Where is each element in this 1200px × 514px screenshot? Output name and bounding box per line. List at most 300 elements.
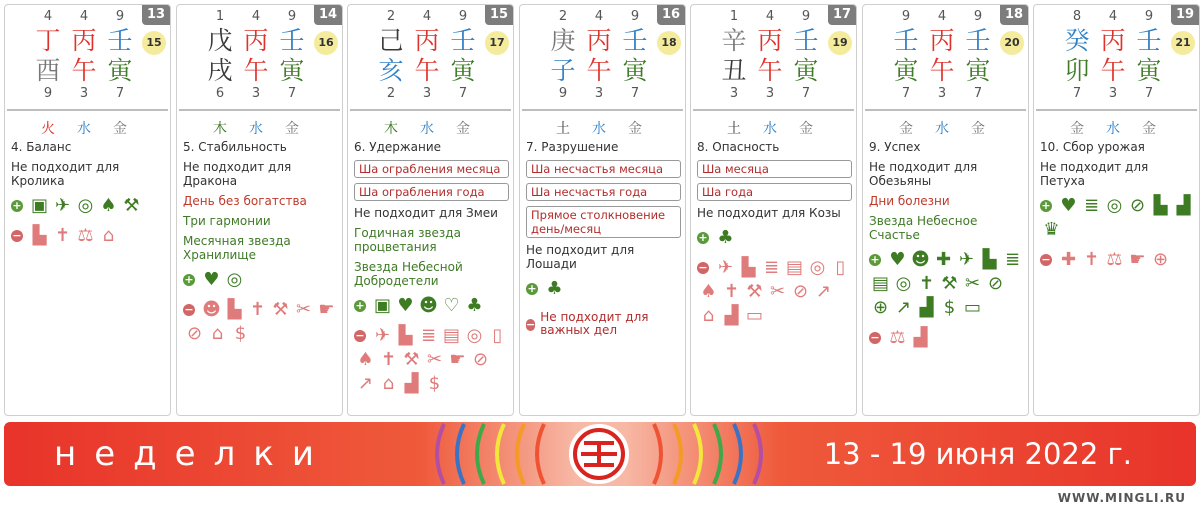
bad-star: Дни болезни	[869, 194, 950, 208]
divider	[522, 109, 683, 111]
element: 水	[935, 121, 949, 137]
top-number: 1	[729, 9, 739, 24]
banner-title: неделки	[54, 434, 332, 474]
sha-warning: Ша ограбления месяца	[354, 160, 509, 178]
heart-icon[interactable]: ♥	[1060, 195, 1077, 216]
site-url[interactable]: WWW.MINGLI.RU	[1057, 491, 1186, 505]
elements	[1064, 118, 1164, 136]
element: 水	[1106, 121, 1120, 137]
cross-icon[interactable]: ✚	[935, 249, 952, 270]
cross-icon[interactable]: ✚	[1060, 249, 1077, 270]
scissors-icon[interactable]: ✂	[769, 281, 786, 302]
earthly-branch: 寅	[107, 56, 133, 85]
unfavorable-activities	[183, 298, 338, 346]
scissors-icon[interactable]: ✂	[426, 349, 443, 370]
sha-warning: Ша месяца	[697, 160, 852, 178]
elements	[550, 118, 650, 136]
earthly-branch: 寅	[965, 56, 991, 85]
earthly-branch: 子	[550, 56, 576, 85]
day-details	[526, 140, 681, 337]
lunar-day-badge: 21	[1171, 31, 1195, 55]
bottom-number: 3	[1108, 86, 1118, 101]
favorable-activities	[11, 194, 166, 218]
top-number: 4	[594, 9, 604, 24]
good-star: Звезда Небесной Добродетели	[354, 260, 463, 288]
element: 金	[971, 121, 985, 137]
day-number: 18	[1000, 5, 1028, 25]
top-number: 4	[79, 9, 89, 24]
favorable-activities	[183, 268, 338, 292]
heavenly-stem: 丙	[757, 26, 783, 55]
door-icon[interactable]: ▯	[492, 325, 503, 346]
grave-icon[interactable]: ✝	[1083, 249, 1100, 270]
car-icon[interactable]: ▙	[398, 325, 413, 346]
top-number: 2	[558, 9, 568, 24]
plus-icon: +	[870, 253, 880, 266]
grave-icon[interactable]: ✝	[249, 299, 266, 320]
no-sign-icon[interactable]: ⊘	[792, 281, 809, 302]
rings-icon[interactable]: ◎	[809, 257, 826, 278]
house-icon[interactable]: ⌂	[102, 225, 115, 246]
heavenly-stem: 丁	[35, 26, 61, 55]
grave-icon[interactable]: ✝	[723, 281, 740, 302]
no-sign-icon[interactable]: ⊘	[987, 273, 1004, 294]
search-icon[interactable]: ⊕	[872, 297, 889, 318]
heavenly-stem: 壬	[1136, 26, 1162, 55]
earthly-branch: 午	[243, 56, 269, 85]
earthly-branch: 寅	[279, 56, 305, 85]
money-bag-icon[interactable]: $	[943, 297, 956, 318]
good-star: Звезда Небесное Счастье	[869, 214, 978, 242]
earthly-branch: 丑	[721, 56, 747, 85]
earthly-branch: 午	[414, 56, 440, 85]
plane-icon[interactable]: ✈	[717, 257, 734, 278]
day-officer-title: 7. Разрушение	[526, 140, 619, 154]
day-number: 17	[828, 5, 856, 25]
house-icon[interactable]: ⌂	[702, 305, 715, 326]
top-number: 1	[215, 9, 225, 24]
day-cards	[4, 4, 1196, 416]
plus-icon: +	[12, 199, 22, 212]
banner	[4, 422, 1196, 486]
plus-icon: +	[184, 273, 194, 286]
grave-icon[interactable]: ✝	[54, 225, 71, 246]
day-card[interactable]	[1033, 4, 1200, 416]
earthly-branch: 戌	[207, 56, 233, 85]
bad-star: День без богатства	[183, 194, 307, 208]
earthly-branch: 卯	[1064, 56, 1090, 85]
bottom-numbers	[207, 86, 307, 102]
top-number: 9	[287, 9, 297, 24]
books-icon[interactable]: ≣	[1083, 195, 1100, 216]
hand-money-icon[interactable]: ☛	[449, 349, 466, 370]
top-number: 4	[422, 9, 432, 24]
car-icon[interactable]: ▙	[227, 299, 242, 320]
element: 土	[727, 121, 741, 137]
top-number: 4	[1108, 9, 1118, 24]
earthly-branchs	[35, 56, 135, 86]
tools-icon[interactable]: ⚒	[746, 281, 763, 302]
bottom-number: 7	[973, 86, 983, 101]
earthly-branch: 酉	[35, 56, 61, 85]
day-card[interactable]	[347, 4, 514, 416]
arrow-up-icon[interactable]: ↗	[357, 373, 374, 394]
unfavorable-activities	[354, 324, 509, 396]
top-number: 9	[801, 9, 811, 24]
scales-icon[interactable]: ⚖	[1106, 249, 1123, 270]
car-icon[interactable]: ▙	[982, 249, 997, 270]
plus-icon: +	[1041, 199, 1051, 212]
divider	[865, 109, 1026, 111]
trophy-icon[interactable]: ♛	[1043, 219, 1060, 240]
top-numbers	[378, 9, 478, 25]
plus-icon: +	[355, 299, 365, 312]
bottom-number: 3	[422, 86, 432, 101]
elements	[35, 118, 135, 136]
unfavorable-activities	[1040, 248, 1195, 272]
stairs-icon[interactable]: ▟	[404, 373, 419, 394]
arrow-up-icon[interactable]: ↗	[895, 297, 912, 318]
element: 金	[899, 121, 913, 137]
shovel-icon[interactable]: ♠	[357, 349, 374, 370]
day-details	[869, 140, 1024, 356]
earthly-branch: 午	[929, 56, 955, 85]
element: 水	[77, 121, 91, 137]
earthly-branch: 寅	[1136, 56, 1162, 85]
rings-icon[interactable]: ◎	[226, 269, 243, 290]
top-numbers	[893, 9, 993, 25]
incompatible-sign: Не подходит для Петуха	[1040, 160, 1149, 188]
bottom-number: 9	[43, 86, 53, 101]
people-icon[interactable]: ☻	[419, 295, 438, 316]
scales-icon[interactable]: ⚖	[889, 327, 906, 348]
day-number: 13	[142, 5, 170, 25]
door-icon[interactable]: ▯	[835, 257, 846, 278]
favorable-activities	[869, 248, 1024, 320]
no-sign-icon[interactable]: ⊘	[472, 349, 489, 370]
day-card[interactable]	[862, 4, 1029, 416]
arrow-up-icon[interactable]: ↗	[815, 281, 832, 302]
divider	[1036, 109, 1197, 111]
incompatible-sign: Не подходит для Лошади	[526, 243, 635, 271]
no-sign-icon[interactable]: ⊘	[186, 323, 203, 344]
people-icon[interactable]: ☻	[911, 249, 930, 270]
heavenly-stems	[207, 26, 307, 56]
sha-warning: Ша года	[697, 183, 852, 201]
heavenly-stem: 庚	[550, 26, 576, 55]
top-number: 2	[386, 9, 396, 24]
earthly-branch: 午	[586, 56, 612, 85]
good-star: Три гармонии	[183, 214, 271, 228]
heavenly-stems	[550, 26, 650, 56]
day-details	[1040, 140, 1195, 278]
heavenly-stems	[1064, 26, 1164, 56]
earthly-branch: 寅	[450, 56, 476, 85]
top-number: 4	[765, 9, 775, 24]
day-number: 19	[1171, 5, 1199, 25]
palm-icon[interactable]: ♣	[546, 278, 563, 299]
lunar-day-badge: 19	[828, 31, 852, 55]
bottom-number: 7	[801, 86, 811, 101]
stairs-icon[interactable]: ▟	[913, 327, 928, 348]
top-number: 8	[1072, 9, 1082, 24]
stairs-icon[interactable]: ▟	[724, 305, 739, 326]
earthly-branch: 寅	[793, 56, 819, 85]
heart-icon[interactable]: ♥	[889, 249, 906, 270]
top-number: 9	[901, 9, 911, 24]
bottom-number: 3	[594, 86, 604, 101]
not-suitable-text: Не подходит для важных дел	[540, 310, 649, 337]
bottom-numbers	[550, 86, 650, 102]
plane-icon[interactable]: ✈	[374, 325, 391, 346]
bottom-numbers	[35, 86, 135, 102]
element: 木	[384, 121, 398, 137]
stairs-icon[interactable]: ▟	[919, 297, 934, 318]
tools-icon[interactable]: ⚒	[403, 349, 420, 370]
minus-icon: −	[1041, 253, 1051, 266]
incompatible-sign: Не подходит для Кролика	[11, 160, 120, 188]
palm-icon[interactable]: ♣	[466, 295, 483, 316]
minus-icon: −	[184, 303, 194, 316]
bottom-number: 7	[630, 86, 640, 101]
money-bag-icon[interactable]: $	[234, 323, 247, 344]
earthly-branch: 亥	[378, 56, 404, 85]
plus-icon: +	[698, 231, 708, 244]
heavenly-stem: 癸	[1064, 26, 1090, 55]
heart-icon[interactable]: ♥	[203, 269, 220, 290]
bottom-number: 6	[215, 86, 225, 101]
top-number: 9	[115, 9, 125, 24]
earthly-branch: 寅	[622, 56, 648, 85]
divider	[693, 109, 854, 111]
plane-icon[interactable]: ✈	[54, 195, 71, 216]
sha-warning: Прямое столкновение день/месяц	[526, 206, 681, 238]
books-icon[interactable]: ≣	[763, 257, 780, 278]
earthly-branch: 午	[71, 56, 97, 85]
stairs-icon[interactable]: ▟	[1176, 195, 1191, 216]
element: 水	[249, 121, 263, 137]
heavenly-stem: 辛	[721, 26, 747, 55]
calendar-icon[interactable]: ▣	[30, 195, 48, 216]
bottom-number: 3	[937, 86, 947, 101]
element: 水	[592, 121, 606, 137]
earthly-branchs	[207, 56, 307, 86]
unfavorable-activities	[11, 224, 166, 248]
building-icon[interactable]: ▤	[785, 257, 803, 278]
heavenly-stem: 戊	[207, 26, 233, 55]
incompatible-sign: Не подходит для Козы	[697, 206, 841, 220]
top-numbers	[550, 9, 650, 25]
plane-icon[interactable]: ✈	[958, 249, 975, 270]
day-number: 16	[657, 5, 685, 25]
people-icon[interactable]: ☻	[202, 299, 221, 320]
top-number: 9	[458, 9, 468, 24]
top-number: 9	[630, 9, 640, 24]
bottom-number: 7	[287, 86, 297, 101]
heavenly-stem: 壬	[793, 26, 819, 55]
tools-icon[interactable]: ⚒	[123, 195, 140, 216]
earthly-branchs	[1064, 56, 1164, 86]
bottom-numbers	[893, 86, 993, 102]
lunar-day-badge: 16	[314, 31, 338, 55]
heavenly-stem: 己	[378, 26, 404, 55]
top-numbers	[1064, 9, 1164, 25]
heavenly-stem: 丙	[243, 26, 269, 55]
heavenly-stem: 丙	[1100, 26, 1126, 55]
minus-icon: −	[698, 261, 708, 274]
element: 金	[799, 121, 813, 137]
building-icon[interactable]: ▤	[442, 325, 460, 346]
day-details	[11, 140, 166, 254]
day-card[interactable]	[519, 4, 686, 416]
top-number: 9	[973, 9, 983, 24]
element: 水	[763, 121, 777, 137]
plus-icon: +	[527, 282, 537, 295]
building-icon[interactable]: ▤	[871, 273, 889, 294]
not-suitable-note	[526, 311, 681, 337]
unfavorable-activities	[697, 256, 852, 328]
divider	[179, 109, 340, 111]
top-number: 9	[1144, 9, 1154, 24]
day-details	[354, 140, 509, 402]
sha-warning: Ша несчастья года	[526, 183, 681, 201]
heavenly-stem: 丙	[414, 26, 440, 55]
bottom-numbers	[1064, 86, 1164, 102]
heavenly-stem: 壬	[279, 26, 305, 55]
earthly-branchs	[378, 56, 478, 86]
calendar-icon[interactable]: ▣	[373, 295, 391, 316]
day-card[interactable]	[176, 4, 343, 416]
document-icon[interactable]: ▭	[963, 297, 981, 318]
day-officer-title: 9. Успех	[869, 140, 921, 154]
tools-icon[interactable]: ⚒	[941, 273, 958, 294]
rings-icon[interactable]: ◎	[466, 325, 483, 346]
car-icon[interactable]: ▙	[1153, 195, 1168, 216]
incompatible-sign: Не подходит для Дракона	[183, 160, 292, 188]
banner-dates: 13 - 19 июня 2022 г.	[823, 437, 1132, 471]
unfavorable-activities	[869, 326, 1024, 350]
element: 金	[628, 121, 642, 137]
heavenly-stem: 丙	[929, 26, 955, 55]
top-number: 4	[937, 9, 947, 24]
heavenly-stem: 壬	[622, 26, 648, 55]
books-icon[interactable]: ≣	[1004, 249, 1021, 270]
bottom-number: 7	[115, 86, 125, 101]
grave-icon[interactable]: ✝	[918, 273, 935, 294]
day-officer-title: 6. Удержание	[354, 140, 442, 154]
bottom-number: 7	[458, 86, 468, 101]
car-icon[interactable]: ▙	[32, 225, 47, 246]
favorable-activities	[526, 277, 681, 301]
elements	[378, 118, 478, 136]
scissors-icon[interactable]: ✂	[295, 299, 312, 320]
day-card[interactable]	[4, 4, 171, 416]
broken-heart-icon[interactable]: ♡	[443, 295, 460, 316]
tools-icon[interactable]: ⚒	[272, 299, 289, 320]
day-details	[183, 140, 338, 352]
element: 金	[456, 121, 470, 137]
incompatible-sign: Не подходит для Змеи	[354, 206, 498, 220]
house-icon[interactable]: ⌂	[382, 373, 395, 394]
earthly-branchs	[721, 56, 821, 86]
day-officer-title: 8. Опасность	[697, 140, 780, 154]
minus-icon: −	[355, 329, 365, 342]
bottom-number: 7	[901, 86, 911, 101]
no-sign-icon[interactable]: ⊘	[1129, 195, 1146, 216]
bottom-number: 3	[729, 86, 739, 101]
document-icon[interactable]: ▭	[745, 305, 763, 326]
element: 土	[556, 121, 570, 137]
scissors-icon[interactable]: ✂	[964, 273, 981, 294]
bottom-number: 2	[386, 86, 396, 101]
element: 金	[1142, 121, 1156, 137]
bottom-number: 3	[251, 86, 261, 101]
bottom-number: 3	[765, 86, 775, 101]
rings-icon[interactable]: ◎	[1106, 195, 1123, 216]
element: 木	[213, 121, 227, 137]
element: 金	[113, 121, 127, 137]
hand-money-icon[interactable]: ☛	[318, 299, 335, 320]
favorable-activities	[697, 226, 852, 250]
grave-icon[interactable]: ✝	[380, 349, 397, 370]
day-officer-title: 5. Стабильность	[183, 140, 287, 154]
rings-icon[interactable]: ◎	[895, 273, 912, 294]
money-bag-icon[interactable]: $	[428, 373, 441, 394]
scales-icon[interactable]: ⚖	[77, 225, 94, 246]
sha-warning: Ша ограбления года	[354, 183, 509, 201]
car-icon[interactable]: ▙	[741, 257, 756, 278]
books-icon[interactable]: ≣	[420, 325, 437, 346]
heavenly-stem: 壬	[893, 26, 919, 55]
favorable-activities	[1040, 194, 1195, 242]
hand-money-icon[interactable]: ☛	[1129, 249, 1146, 270]
lunar-day-badge: 20	[1000, 31, 1024, 55]
earthly-branchs	[893, 56, 993, 86]
day-officer-title: 10. Сбор урожая	[1040, 140, 1145, 154]
divider	[350, 109, 511, 111]
top-numbers	[721, 9, 821, 25]
heavenly-stems	[893, 26, 993, 56]
minus-icon: −	[870, 331, 880, 344]
sha-warning: Ша несчастья месяца	[526, 160, 681, 178]
divider	[7, 109, 168, 111]
day-card[interactable]	[690, 4, 857, 416]
rings-icon[interactable]: ◎	[77, 195, 94, 216]
palm-icon[interactable]: ♣	[717, 227, 734, 248]
shovel-icon[interactable]: ♠	[100, 195, 117, 216]
top-numbers	[207, 9, 307, 25]
earthly-branch: 寅	[893, 56, 919, 85]
element: 火	[41, 121, 55, 137]
top-number: 4	[43, 9, 53, 24]
bottom-number: 7	[1144, 86, 1154, 101]
top-number: 4	[251, 9, 261, 24]
good-star: Месячная звезда Хранилище	[183, 234, 291, 262]
search-icon[interactable]: ⊕	[1152, 249, 1169, 270]
lunar-day-badge: 17	[485, 31, 509, 55]
incompatible-sign: Не подходит для Обезьяны	[869, 160, 978, 188]
day-officer-title: 4. Баланс	[11, 140, 72, 154]
shovel-icon[interactable]: ♠	[700, 281, 717, 302]
lunar-day-badge: 18	[657, 31, 681, 55]
elements	[721, 118, 821, 136]
bottom-numbers	[378, 86, 478, 102]
lunar-day-badge: 15	[142, 31, 166, 55]
earthly-branchs	[550, 56, 650, 86]
heart-icon[interactable]: ♥	[397, 295, 414, 316]
minus-icon: −	[12, 229, 22, 242]
house-icon[interactable]: ⌂	[211, 323, 224, 344]
